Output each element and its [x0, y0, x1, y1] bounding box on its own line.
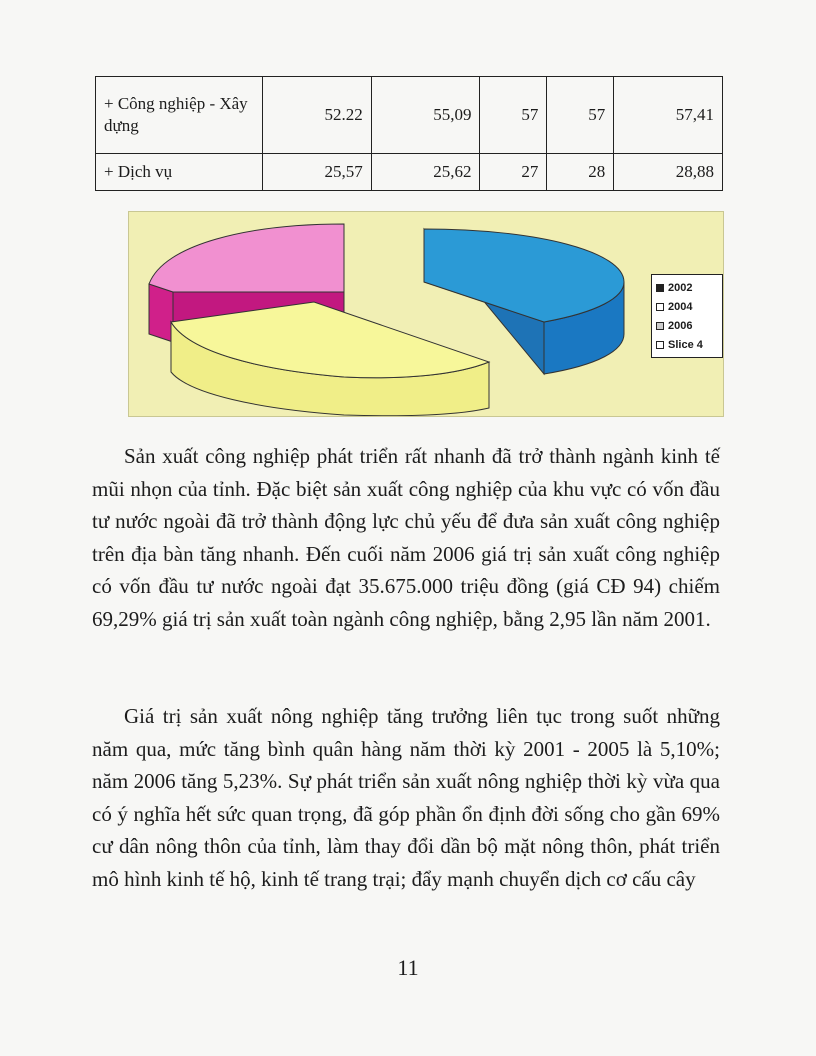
body-paragraph: Sản xuất công nghiệp phát triển rất nhanh đã trở thành ngành kinh tế mũi nhọn của tỉnh. Đặc biệt sản xuất công nghiệp của khu vực có vốn đầu tư nước ngoài đã trở thành động lực chủ yếu để đưa sản xuất công nghiệp trên địa bàn tăng nhanh. Đến cuối năm 2006 giá trị sản xuất công nghiệp có vốn đầu tư nước ngoài đạt 35.675.000 triệu đồng (giá CĐ 94) chiếm 69,29% giá trị sản xuất toàn ngành công nghiệp, bằng 2,95 lần năm 2001.	[92, 444, 720, 631]
legend-swatch-2002	[656, 284, 664, 292]
chart-legend	[651, 274, 723, 358]
legend-item	[656, 278, 722, 297]
pie-slice-2002-top	[424, 229, 624, 322]
row-label: + Dịch vụ	[96, 154, 263, 191]
row-label: + Công nghiệp - Xây dựng	[96, 77, 263, 154]
legend-swatch-2006	[656, 322, 664, 330]
table-cell: 55,09	[371, 77, 480, 154]
table-cell: 25,62	[371, 154, 480, 191]
table-cell: 25,57	[263, 154, 372, 191]
legend-item	[656, 335, 722, 354]
table-cell: 52.22	[263, 77, 372, 154]
page-number: 11	[397, 955, 419, 980]
legend-label: 2002	[668, 281, 693, 294]
pie-slice-2006-top	[149, 224, 344, 292]
legend-swatch-slice-4	[656, 341, 664, 349]
table-cell: 57	[480, 77, 547, 154]
data-table	[95, 76, 723, 191]
table-cell: 28,88	[614, 154, 723, 191]
table-row	[96, 77, 723, 154]
table-cell: 57	[547, 77, 614, 154]
legend-label: Slice 4	[668, 338, 703, 351]
pie-chart-svg	[129, 212, 723, 416]
legend-item	[656, 316, 722, 335]
table-cell: 57,41	[614, 77, 723, 154]
table-cell: 27	[480, 154, 547, 191]
table-row	[96, 154, 723, 191]
body-paragraph: Giá trị sản xuất nông nghiệp tăng trưởng liên tục trong suốt những năm qua, mức tăng bình quân hàng năm thời kỳ 2001 - 2005 là 5,10%; năm 2006 tăng 5,23%. Sự phát triển sản xuất nông nghiệp thời kỳ vừa qua có ý nghĩa hết sức quan trọng, đã góp phần ổn định đời sống cho gần 69% cư dân nông thôn của tỉnh, làm thay đổi dần bộ mặt nông thôn, phát triển mô hình kinh tế hộ, kinh tế trang trại; đẩy mạnh chuyển dịch cơ cấu cây	[92, 704, 720, 891]
pie-slice-2006-side	[149, 284, 173, 342]
table-cell: 28	[547, 154, 614, 191]
legend-item	[656, 297, 722, 316]
legend-label: 2006	[668, 319, 693, 332]
pie-chart	[128, 211, 724, 417]
legend-swatch-2004	[656, 303, 664, 311]
legend-label: 2004	[668, 300, 693, 313]
